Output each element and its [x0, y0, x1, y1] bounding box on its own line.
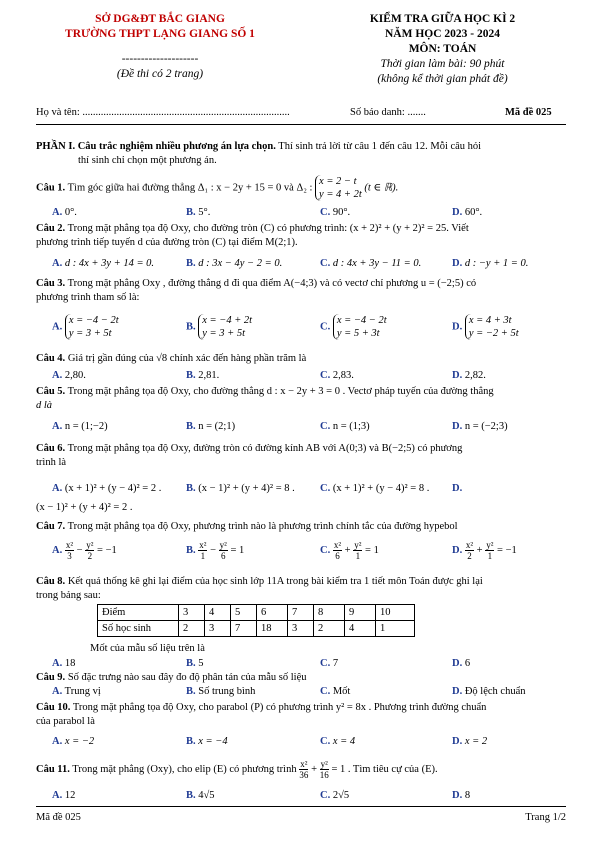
option-d[interactable] [452, 685, 526, 699]
option-b[interactable] [186, 314, 252, 340]
option-label: D. [452, 790, 463, 801]
option-label: D. [452, 370, 463, 381]
option-label: B. [186, 321, 196, 333]
option-a[interactable] [52, 369, 86, 383]
time-note: (không kể thời gian phát đề) [377, 73, 508, 85]
option-b[interactable] [186, 540, 244, 561]
option-text: (x + 1)² + (y − 4)² = 2 . [64, 483, 162, 494]
header-left [40, 12, 280, 82]
q7-options [52, 540, 572, 568]
question-3-line-2: phương trình tham số là: [36, 292, 140, 303]
rhs: = 1 [362, 544, 379, 556]
q8-options [52, 657, 572, 671]
rhs: = 1 [227, 544, 245, 556]
time-limit: Thời gian làm bài: 90 phút [380, 58, 505, 70]
option-label: A. [52, 483, 63, 494]
system-line: y = 5 + 3t [336, 328, 380, 339]
fraction [320, 759, 329, 780]
operator: + [474, 544, 486, 556]
exam-code: Mã đề 025 [505, 107, 552, 118]
operator: − [74, 544, 86, 556]
student-id-field: Số báo danh: ....... [350, 107, 426, 118]
table-cell: 4 [205, 605, 231, 621]
subject: MÔN: TOÁN [408, 43, 477, 55]
numerator: x² [465, 540, 474, 550]
system-brace [65, 314, 119, 340]
option-label: B. [186, 658, 196, 669]
option-c[interactable] [320, 369, 354, 383]
numerator: y² [320, 759, 328, 769]
footer-rule [36, 806, 566, 807]
table-cell: 4 [345, 621, 376, 637]
table-cell: 3 [288, 621, 314, 637]
question-5 [36, 385, 566, 399]
question-number: Câu 7. [36, 521, 66, 532]
option-label: D. [452, 258, 463, 269]
option-c[interactable] [320, 314, 387, 340]
denominator: 6 [335, 551, 340, 561]
question-4 [36, 352, 566, 366]
option-text: d : −y + 1 = 0. [464, 258, 529, 269]
table-cell: Điểm [98, 605, 179, 621]
school-year: NĂM HỌC 2023 - 2024 [385, 28, 500, 40]
numerator: x² [65, 540, 74, 550]
option-text: 2,83. [332, 370, 354, 381]
system-brace [333, 314, 387, 340]
header-right [320, 12, 565, 87]
q1-options [52, 206, 572, 220]
option-text: 2,82. [464, 370, 486, 381]
option-d[interactable] [452, 257, 528, 271]
system-brace [315, 175, 362, 201]
table-cell: 2 [314, 621, 345, 637]
denominator: 16 [319, 770, 329, 780]
part1-desc-2: thí sinh chỉ chọn một phương án. [78, 155, 217, 166]
system-line: y = 3 + 5t [202, 328, 246, 339]
option-d-text[interactable]: (x − 1)² + (y + 4)² = 2 . [36, 502, 133, 513]
question-text: Trong mặt phẳng tọa độ Oxy, cho đường thẳng d : x − 2y + 3 = 0 . Vectơ pháp tuyến của đường thẳng [65, 386, 494, 397]
q9-options [52, 685, 572, 699]
option-text: 7 [332, 658, 339, 669]
option-label: B. [186, 483, 196, 494]
q6-options [52, 482, 572, 496]
option-text: (x + 1)² + (y − 4)² = 8 . [332, 483, 430, 494]
grades-table [97, 604, 415, 637]
option-label: C. [320, 736, 331, 747]
q3-options [52, 312, 572, 344]
option-text: d : 4x + 3y − 11 = 0. [332, 258, 422, 269]
option-a[interactable] [52, 685, 101, 699]
option-b[interactable] [186, 657, 204, 671]
option-b[interactable] [186, 685, 255, 699]
system-line: x = −4 + 2t [202, 315, 253, 326]
student-name-field: Họ và tên: ............................................................................... [36, 107, 290, 118]
question-text-tail: = 1 . Tìm tiêu cự của (E). [328, 763, 438, 775]
pages-note: (Đề thi có 2 trang) [116, 68, 204, 80]
table-row [98, 605, 415, 621]
fraction [65, 540, 74, 561]
question-1 [36, 175, 566, 201]
option-label: C. [320, 421, 331, 432]
option-text: d : 3x − 4y − 2 = 0. [198, 258, 283, 269]
question-10 [36, 701, 566, 715]
fraction [333, 540, 342, 561]
option-label: C. [320, 790, 331, 801]
system-line: x = −4 − 2t [336, 315, 387, 326]
option-c[interactable] [320, 789, 349, 803]
question-7 [36, 520, 566, 534]
question-number: Câu 2. [36, 223, 66, 234]
numerator: x² [333, 540, 342, 550]
option-label: B. [186, 736, 196, 747]
question-text-tail: (t ∈ ℝ). [361, 182, 399, 194]
option-label: D. [452, 321, 463, 333]
option-text: 90°. [332, 207, 351, 218]
denominator: 2 [467, 551, 472, 561]
question-number: Câu 9. [36, 672, 66, 683]
option-text: 60°. [464, 207, 483, 218]
option-d[interactable] [452, 657, 470, 671]
option-label: C. [320, 483, 331, 494]
q4-options [52, 369, 572, 383]
question-text: Trong mặt phẳng tọa độ Oxy, đường tròn có đường kính AB với A(0;3) và B(−2;5) có phương [65, 443, 463, 454]
option-text: x = −2 [64, 736, 95, 747]
denominator: 1 [355, 551, 361, 561]
table-row [98, 621, 415, 637]
rhs: = −1 [94, 544, 117, 556]
question-6-line-2: trình là [36, 457, 67, 468]
numerator: x² [300, 759, 308, 769]
option-c[interactable] [320, 540, 379, 561]
table-cell: Số học sinh [98, 621, 179, 637]
question-8-line-2: trong bảng sau: [36, 590, 101, 601]
option-d[interactable] [452, 314, 519, 340]
option-text: 8 [464, 790, 471, 801]
option-c[interactable] [320, 735, 355, 749]
option-text: 12 [64, 790, 76, 801]
denominator: 6 [220, 551, 226, 561]
option-d-label[interactable] [452, 482, 462, 496]
option-label: A. [52, 207, 63, 218]
system-brace [465, 314, 519, 340]
q11-options [52, 789, 572, 803]
question-number: Câu 4. [36, 353, 66, 364]
option-d[interactable] [452, 789, 470, 803]
option-d[interactable] [452, 735, 487, 749]
option-text: Mốt [332, 686, 351, 697]
question-text: Tìm góc giữa hai đường thẳng Δ₁ : x − 2y + 15 = 0 và Δ₂ : [65, 182, 313, 194]
question-5-line-2: d là [36, 400, 53, 411]
option-label: A. [52, 258, 63, 269]
option-text: d : 4x + 3y + 14 = 0. [64, 258, 155, 269]
option-text: 2,80. [64, 370, 86, 381]
option-label: D. [452, 544, 463, 556]
question-number: Câu 11. [36, 763, 70, 775]
option-label: C. [320, 321, 331, 333]
table-cell: 7 [231, 621, 257, 637]
option-text: 2,81. [198, 370, 220, 381]
option-label: B. [186, 370, 196, 381]
option-label: C. [320, 370, 331, 381]
q5-options [52, 420, 572, 434]
numerator: y² [486, 540, 494, 550]
option-a[interactable] [52, 657, 75, 671]
option-b[interactable] [186, 369, 219, 383]
denominator: 3 [67, 551, 72, 561]
option-label: C. [320, 544, 331, 556]
question-8-prompt: Mốt của mẫu số liệu trên là [90, 643, 205, 654]
option-label: C. [320, 207, 331, 218]
operator: − [207, 544, 219, 556]
option-c[interactable] [320, 482, 429, 496]
option-text: 6 [464, 658, 471, 669]
denominator: 36 [299, 770, 309, 780]
table-cell: 5 [231, 605, 257, 621]
option-a[interactable] [52, 482, 161, 496]
operator: + [308, 763, 320, 775]
option-d[interactable] [452, 369, 486, 383]
question-text: Trong mặt phẳng Oxy , đường thẳng d đi qua điểm A(−4;3) và có vectơ chỉ phương u = (−2;5) có [65, 278, 477, 289]
option-label: D. [452, 207, 463, 218]
option-text: 18 [64, 658, 76, 669]
header-rule [36, 124, 566, 125]
option-text: 5°. [198, 207, 211, 218]
option-c[interactable] [320, 206, 350, 220]
option-label: A. [52, 370, 63, 381]
option-text: n = (1;3) [332, 421, 370, 432]
table-cell: 9 [345, 605, 376, 621]
option-text: n = (−2;3) [464, 421, 508, 432]
option-a[interactable] [52, 789, 75, 803]
option-a[interactable] [52, 420, 108, 434]
option-label: B. [186, 421, 196, 432]
exam-title: KIỂM TRA GIỮA HỌC KÌ 2 [369, 13, 516, 25]
question-text: Trong mặt phẳng tọa độ Oxy, phương trình nào là phương trình chính tắc của đường hypebol [65, 521, 458, 532]
question-text: Trong mặt phẳng (Oxy), cho elip (E) có phương trình [69, 763, 300, 775]
option-text: x = −4 [198, 736, 228, 747]
option-label: A. [52, 790, 63, 801]
question-number: Câu 1. [36, 182, 66, 194]
option-d[interactable] [452, 206, 482, 220]
option-c[interactable] [320, 685, 350, 699]
question-number: Câu 6. [36, 443, 66, 454]
option-c[interactable] [320, 257, 421, 271]
numerator: y² [219, 540, 227, 550]
table-cell: 6 [257, 605, 288, 621]
grades-table-wrap [97, 604, 415, 637]
question-number: Câu 5. [36, 386, 66, 397]
option-text: Trung vị [64, 686, 101, 697]
table-cell: 10 [376, 605, 415, 621]
option-c[interactable] [320, 657, 338, 671]
header-divider: -------------------- [121, 53, 199, 65]
question-10-line-2: của parabol là [36, 716, 95, 727]
table-cell: 18 [257, 621, 288, 637]
question-text: Trong mặt phẳng tọa độ Oxy, cho parabol (P) có phương trình y² = 8x . Phương trình đường chuẩn [70, 702, 487, 713]
table-cell: 3 [205, 621, 231, 637]
question-2 [36, 222, 566, 236]
denominator: 1 [200, 551, 206, 561]
option-text: n = (2;1) [198, 421, 236, 432]
option-b[interactable] [186, 482, 295, 496]
operator: + [342, 544, 354, 556]
system-line: x = 4 + 3t [468, 315, 512, 326]
option-label: B. [186, 790, 196, 801]
question-text: Số đặc trưng nào sau đây đo độ phân tán của mẫu số liệu [65, 672, 307, 683]
question-text: Kết quả thống kê ghi lại điểm của học sinh lớp 11A trong bài kiểm tra 1 tiết môn Toán được ghi lại [65, 576, 483, 587]
option-text: (x − 1)² + (y + 4)² = 8 . [198, 483, 295, 494]
system-line: y = −2 + 5t [468, 328, 519, 339]
question-6 [36, 442, 566, 456]
fraction [219, 540, 228, 561]
option-b[interactable] [186, 735, 228, 749]
question-3 [36, 277, 566, 291]
option-a[interactable] [52, 206, 77, 220]
option-label: B. [186, 544, 196, 556]
department-name: SỞ DG&ĐT BẮC GIANG [95, 13, 225, 25]
option-label: C. [320, 258, 331, 269]
footer-code: Mã đề 025 [36, 812, 81, 823]
part1-desc: Thí sinh trả lời từ câu 1 đến câu 12. Mỗi câu hỏi [275, 141, 482, 152]
option-text: 2√5 [332, 790, 350, 801]
option-text: n = (1;−2) [64, 421, 108, 432]
table-cell: 7 [288, 605, 314, 621]
question-text: Giá trị gần đúng của √8 chính xác đến hàng phần trăm là [65, 353, 307, 364]
table-cell: 8 [314, 605, 345, 621]
numerator: x² [199, 540, 207, 550]
question-2-line-2: phương trình tiếp tuyến d của đường tròn (C) tại điểm M(2;1). [36, 237, 298, 248]
option-label: A. [52, 658, 63, 669]
fraction [465, 540, 474, 561]
option-label: A. [52, 321, 63, 333]
option-label: D. [452, 658, 463, 669]
option-a[interactable] [52, 735, 94, 749]
option-label: D. [452, 686, 463, 697]
part1-title: PHẦN I. Câu trắc nghiệm nhiều phương án lựa chọn. [36, 141, 276, 152]
option-text: x = 4 [332, 736, 356, 747]
option-text: Độ lệch chuẩn [464, 686, 526, 697]
option-d[interactable] [452, 420, 508, 434]
denominator: 2 [87, 551, 93, 561]
option-a[interactable] [52, 540, 117, 561]
denominator: 1 [487, 551, 493, 561]
option-label: D. [452, 483, 463, 494]
option-label: B. [186, 258, 196, 269]
option-text: Số trung bình [198, 686, 256, 697]
option-text: 0°. [64, 207, 77, 218]
question-number: Câu 10. [36, 702, 71, 713]
option-label: B. [186, 686, 196, 697]
system-line: x = 2 − t [319, 176, 357, 187]
table-cell: 2 [179, 621, 205, 637]
system-line: y = 4 + 2t [319, 189, 362, 200]
option-label: C. [320, 686, 331, 697]
q2-options [52, 257, 572, 271]
rhs: = −1 [494, 544, 517, 556]
option-label: D. [452, 421, 463, 432]
question-number: Câu 8. [36, 576, 66, 587]
numerator: y² [86, 540, 94, 550]
option-a[interactable] [52, 314, 119, 340]
option-b[interactable] [186, 257, 282, 271]
footer-page: Trang 1/2 [525, 812, 566, 823]
option-c[interactable] [320, 420, 370, 434]
table-cell: 1 [376, 621, 415, 637]
table-cell: 3 [179, 605, 205, 621]
question-text: Trong mặt phẳng tọa độ Oxy, cho đường tròn (C) có phương trình: (x + 2)² + (y + 2)² = 25. Viết [65, 223, 469, 234]
question-11 [36, 759, 566, 780]
option-b[interactable] [186, 420, 235, 434]
option-text: 4√5 [198, 790, 215, 801]
option-label: A. [52, 686, 63, 697]
option-label: A. [52, 421, 63, 432]
system-brace [198, 314, 252, 340]
system-line: x = −4 − 2t [68, 315, 119, 326]
option-d[interactable] [452, 540, 517, 561]
question-number: Câu 3. [36, 278, 66, 289]
option-a[interactable] [52, 257, 154, 271]
option-b[interactable] [186, 206, 210, 220]
option-b[interactable] [186, 789, 215, 803]
q10-options [52, 735, 572, 749]
numerator: y² [354, 540, 362, 550]
question-8 [36, 575, 566, 589]
option-label: B. [186, 207, 196, 218]
option-label: A. [52, 544, 63, 556]
question-9 [36, 671, 566, 685]
option-label: D. [452, 736, 463, 747]
school-name: TRƯỜNG THPT LẠNG GIANG SỐ 1 [65, 28, 255, 40]
option-label: A. [52, 736, 63, 747]
option-text: 5 [198, 658, 204, 669]
option-text: x = 2 [464, 736, 488, 747]
system-line: y = 3 + 5t [68, 328, 112, 339]
option-label: C. [320, 658, 331, 669]
part1-heading [36, 140, 566, 154]
